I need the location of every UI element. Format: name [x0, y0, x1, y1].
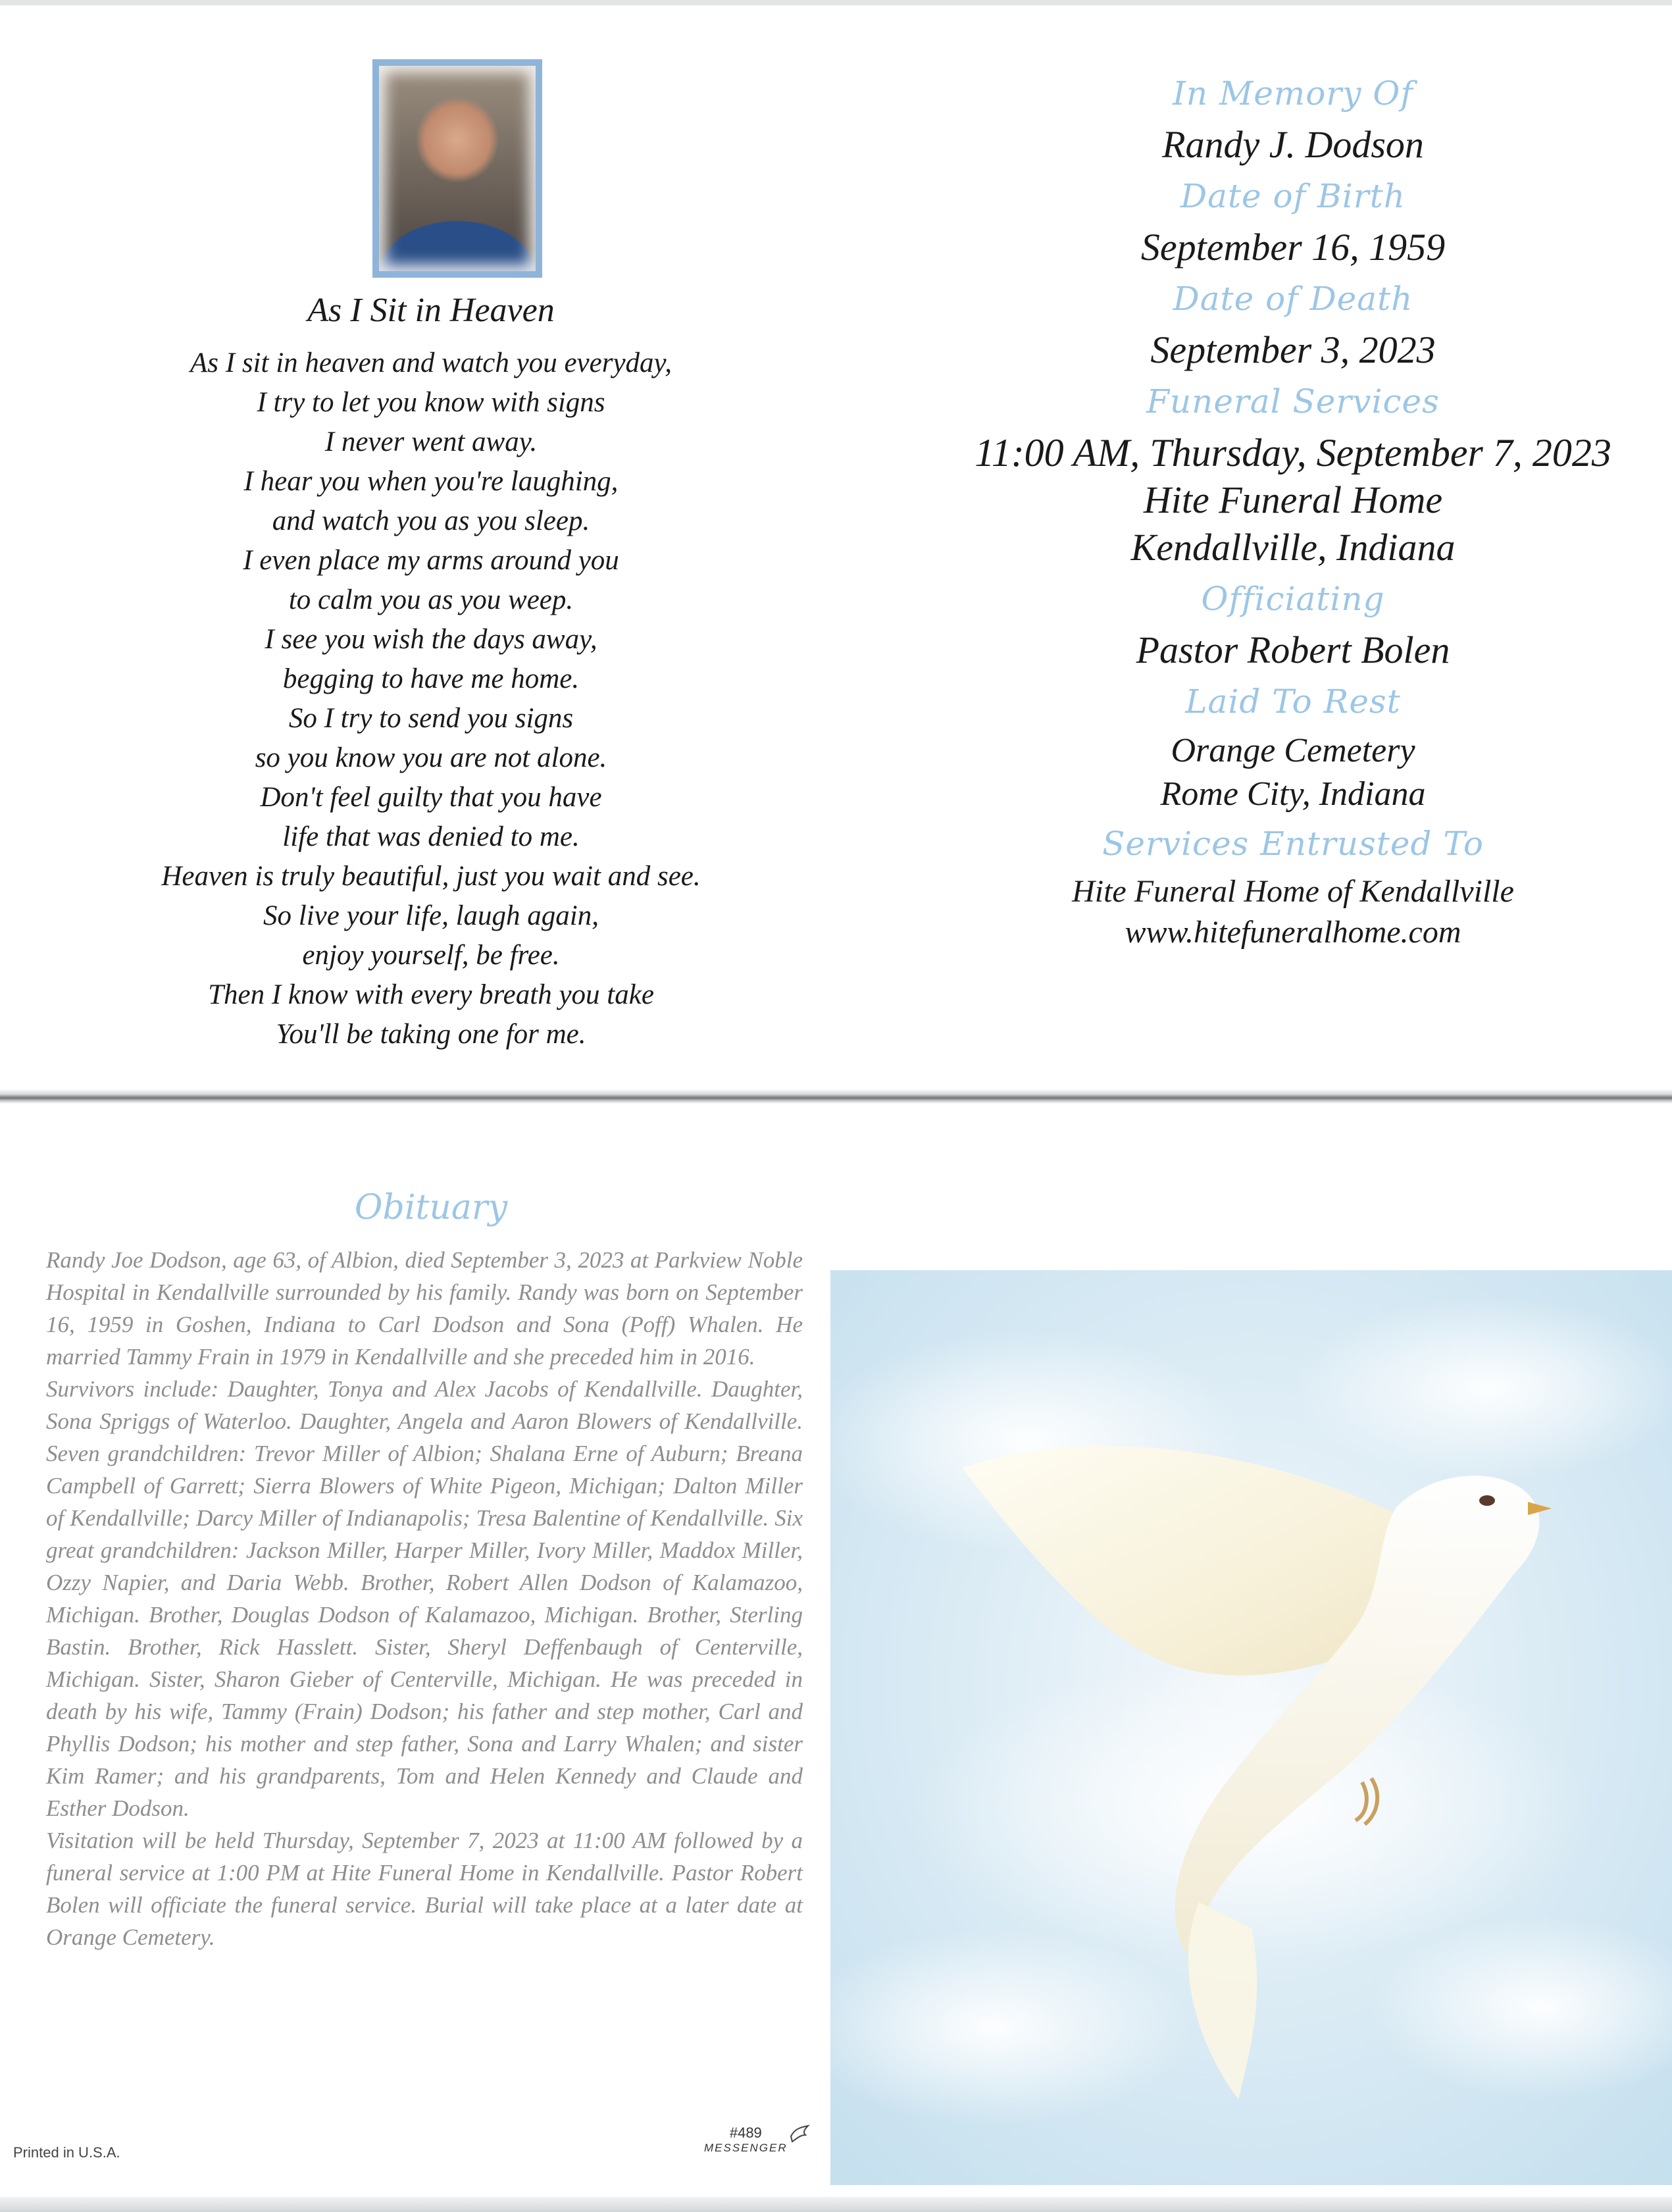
services-city: Kendallville, Indiana: [1130, 526, 1456, 569]
catalog-number: #489: [729, 2124, 762, 2141]
cemetery-city: Rome City, Indiana: [1160, 775, 1426, 813]
services-label: Funeral Services: [1146, 382, 1440, 421]
obituary-text: [46, 1244, 803, 1953]
poem-line: Heaven is truly beautiful, just you wait and see.: [161, 861, 701, 892]
poem-line: I hear you when you're laughing,: [243, 466, 619, 497]
obituary-paragraph: Randy Joe Dodson, age 63, of Albion, died September 3, 2023 at Parkview Noble Hospital in Kendallville surrounded by his family. Randy was born on September 16, 1959 in Goshen, Indiana to Carl Dodson and Sona (Poff) Whalen. He married Tammy Frain in 1979 in Kendallville and she preceded him in 2016.: [46, 1247, 803, 1370]
brand-logo: MESSENGER: [704, 2142, 788, 2154]
bottom-edge: [0, 2197, 1672, 2212]
portrait-frame: [372, 59, 542, 278]
funeral-home: Hite Funeral Home of Kendallville: [1072, 874, 1514, 909]
poem-line: to calm you as you weep.: [288, 584, 574, 615]
poem-line: begging to have me home.: [282, 663, 580, 694]
memorial-info: [915, 66, 1671, 953]
website: www.hitefuneralhome.com: [1125, 915, 1461, 950]
death-label: Date of Death: [1173, 280, 1413, 318]
entrusted-label: Services Entrusted To: [1102, 825, 1484, 863]
deceased-name: Randy J. Dodson: [1162, 123, 1424, 166]
obituary-paragraph: Survivors include: Daughter, Tonya and Alex Jacobs of Kendallville. Daughter, Sona Spriggs of Waterloo. Daughter, Angela and Aaron Blowers of Kendallville. Seven grandchildren: Trevor Miller of Albion; Shalana Erne of Auburn; Breana Campbell of Garrett; Sierra Blowers of White Pigeon, Michigan; Dalton Miller of Kendallville; Darcy Miller of Indianapolis; Tresa Balentine of Kendallville. Six great grandchildren: Jackson Miller, Harper Miller, Ivory Miller, Maddox Miller, Ozzy Napier, and Daria Webb. Brother, Robert Allen Dodson of Kalamazoo, Michigan. Brother, Douglas Dodson of Kalamazoo, Michigan. Brother, Sterling Bastin. Brother, Rick Hasslett. Sister, Sheryl Deffenbaugh of Centerville, Michigan. Sister, Sharon Gieber of Centerville, Michigan. He was preceded in death by his wife, Tammy (Frain) Dodson; his father and step mother, Carl and Phyllis Dodson; his mother and step father, Sona and Larry Whalen; and sister Kim Ramer; and his grandparents, Tom and Helen Kennedy and Claude and Esther Dodson.: [46, 1376, 803, 1821]
officiating-label: Officiating: [1201, 580, 1385, 618]
in-memory-label: In Memory Of: [1173, 74, 1413, 113]
poem-line: You'll be taking one for me.: [276, 1019, 586, 1050]
poem-line: As I sit in heaven and watch you everyday,: [190, 347, 672, 378]
services-time: 11:00 AM, Thursday, September 7, 2023: [975, 431, 1611, 475]
services-place: Hite Funeral Home: [1143, 478, 1443, 521]
poem-body: [0, 344, 862, 1054]
portrait-photo: [379, 66, 536, 271]
poem-line: Then I know with every breath you take: [208, 979, 654, 1010]
poem-line: I even place my arms around you: [243, 545, 619, 576]
printed-in-usa: Printed in U.S.A.: [13, 2144, 120, 2161]
poem-line: enjoy yourself, be free.: [302, 940, 560, 971]
poem-line: so you know you are not alone.: [255, 742, 607, 773]
poem-line: I never went away.: [324, 426, 538, 457]
dove-artwork: [830, 1270, 1672, 2185]
poem-title: As I Sit in Heaven: [307, 292, 555, 329]
poem-line: I see you wish the days away,: [265, 624, 597, 655]
top-edge: [0, 0, 1672, 5]
poem-line: Don't feel guilty that you have: [260, 782, 602, 813]
officiant: Pastor Robert Bolen: [1136, 629, 1450, 671]
poem-line: So live your life, laugh again,: [263, 900, 599, 931]
poem-line: and watch you as you sleep.: [272, 505, 590, 536]
rest-label: Laid To Rest: [1185, 682, 1401, 721]
obituary-title: Obituary: [354, 1188, 508, 1227]
fold-divider: [0, 1089, 1672, 1104]
poem-line: So I try to send you signs: [288, 703, 574, 734]
poem-line: life that was denied to me.: [282, 821, 580, 852]
birth-date: September 16, 1959: [1140, 226, 1446, 269]
cemetery: Orange Cemetery: [1171, 732, 1415, 769]
portrait-vignette: [379, 66, 536, 271]
death-date: September 3, 2023: [1150, 328, 1436, 371]
obituary-paragraph: Visitation will be held Thursday, September 7, 2023 at 11:00 AM followed by a funeral service at 1:00 PM at Hite Funeral Home in Kendallville. Pastor Robert Bolen will officiate the funeral service. Burial will take place at a later date at Orange Cemetery.: [46, 1828, 803, 1950]
poem-line: I try to let you know with signs: [257, 387, 605, 418]
catalog-mark: [704, 2124, 788, 2155]
dove-logo-icon: [788, 2123, 811, 2146]
birth-label: Date of Birth: [1180, 177, 1406, 215]
